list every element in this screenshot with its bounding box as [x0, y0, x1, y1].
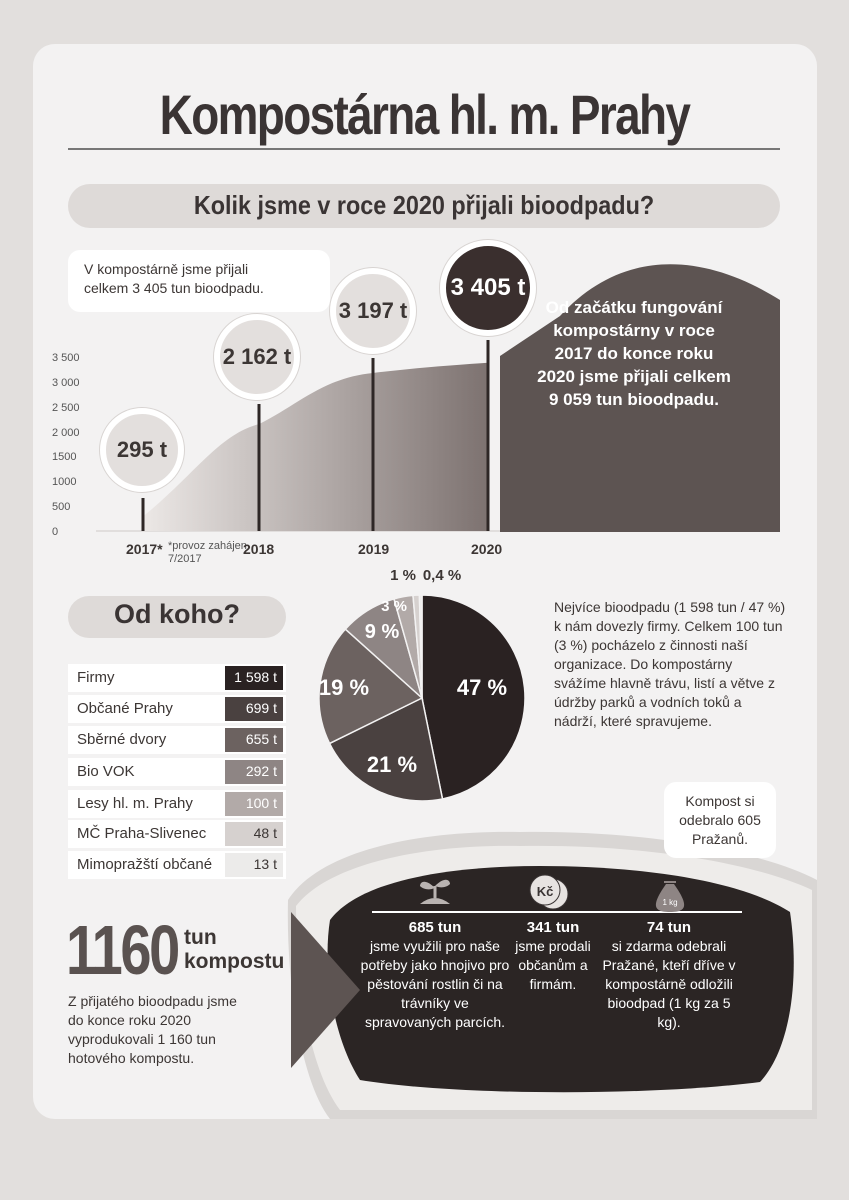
bag-text: jsme prodali občanům a firmám.: [515, 938, 591, 992]
bag-column-own-use: [360, 918, 510, 1032]
y-tick: 500: [52, 501, 71, 513]
source-value: 1 598 t: [225, 666, 283, 690]
bag-column-sold: [514, 918, 592, 994]
source-value: 655 t: [225, 728, 283, 752]
y-tick: 2 500: [52, 402, 80, 414]
section2-heading: Od koho?: [114, 599, 240, 629]
bag-column-free: [602, 918, 736, 1032]
source-label: MČ Praha-Slivenec: [77, 825, 207, 842]
x-label-2018: 2018: [243, 541, 275, 557]
compost-unit-kompostu: kompostu: [184, 950, 285, 973]
x-label-2020: 2020: [471, 541, 503, 557]
section1-heading: Kolik jsme v roce 2020 přijali bioodpadu?: [193, 190, 655, 220]
pie-label: 19 %: [318, 675, 370, 700]
value-bubble-2019: 3 197 t: [330, 268, 416, 354]
pie-label: 3 %: [381, 598, 407, 615]
y-tick: 0: [52, 526, 59, 538]
source-value: 48 t: [225, 822, 283, 846]
total-box-text: Od začátku fungování kompostárny v roce 2017 do konce roku 2020 jsme přijali celkem 9 059 tun bioodpadu.: [537, 298, 731, 409]
source-label: Občané Prahy: [77, 700, 173, 717]
source-label: Bio VOK: [77, 763, 135, 780]
source-value: 292 t: [225, 760, 283, 784]
pie-label: 47 %: [456, 675, 508, 700]
source-label: Lesy hl. m. Prahy: [77, 795, 193, 812]
y-tick: 2 000: [52, 427, 80, 439]
bag-amount: 685 tun: [408, 919, 462, 936]
bag-amount: 74 tun: [646, 919, 692, 936]
pie-label: 1 %: [390, 567, 416, 584]
y-tick: 1000: [52, 476, 77, 488]
value-bubble-2018: 2 162 t: [214, 314, 300, 400]
source-value: 13 t: [225, 853, 283, 877]
page-title: Kompostárna hl. m. Prahy: [159, 83, 690, 146]
source-label: Firmy: [77, 669, 115, 686]
y-tick: 3 500: [52, 352, 80, 364]
source-label: Mimopražští občané: [77, 856, 213, 873]
compost-big-number: 1160: [66, 911, 178, 989]
value-bubble-2020: 3 405 t: [440, 240, 536, 336]
pie-label: 21 %: [366, 752, 418, 777]
value-bubble-2017: 295 t: [100, 408, 184, 492]
y-tick: 1500: [52, 451, 77, 463]
bag-amount: 341 tun: [526, 919, 580, 936]
compost-description: Z přijatého bioodpadu jsme do konce roku 2020 vyprodukovali 1 160 tun hotového kompostu.: [68, 993, 237, 1066]
source-value: 100 t: [225, 792, 283, 816]
source-label: Sběrné dvory: [77, 731, 167, 748]
bag-text: si zdarma odebrali Pražané, kteří dříve v kompostárně odložili bioodpad (1 kg za 5 kg).: [602, 938, 736, 1030]
kg-sack-label: 1 kg: [662, 898, 678, 907]
bag-text: jsme využili pro naše potřeby jako hnojivo pro pěstování rostlin či na trávníky ve spravovaných parcích.: [360, 938, 510, 1030]
x-label-2019: 2019: [358, 541, 390, 557]
pie-label: 0,4 %: [422, 567, 462, 584]
pie-label: 9 %: [364, 621, 400, 643]
y-tick: 3 000: [52, 377, 80, 389]
kompost-note: Kompost si odebralo 605 Pražanů.: [679, 793, 761, 847]
pie-description: Nejvíce bioodpadu (1 598 tun / 47 %) k nám dovezly firmy. Celkem 100 tun (3 %) pocházelo z činnosti naší organizace. Do kompostárny svážíme hlavně trávu, listí a větve z údržby parků a vodních toků a nádrží, které spravujeme.: [554, 599, 786, 729]
footnote: *provoz zahájen 7/2017: [168, 540, 247, 565]
compost-unit-tun: tun: [184, 926, 217, 949]
intro-note: V kompostárně jsme přijali celkem 3 405 tun bioodpadu.: [84, 261, 264, 296]
source-value: 699 t: [225, 697, 283, 721]
kc-coin-label: Kč: [536, 884, 554, 899]
x-label-2017: 2017*: [126, 541, 163, 557]
